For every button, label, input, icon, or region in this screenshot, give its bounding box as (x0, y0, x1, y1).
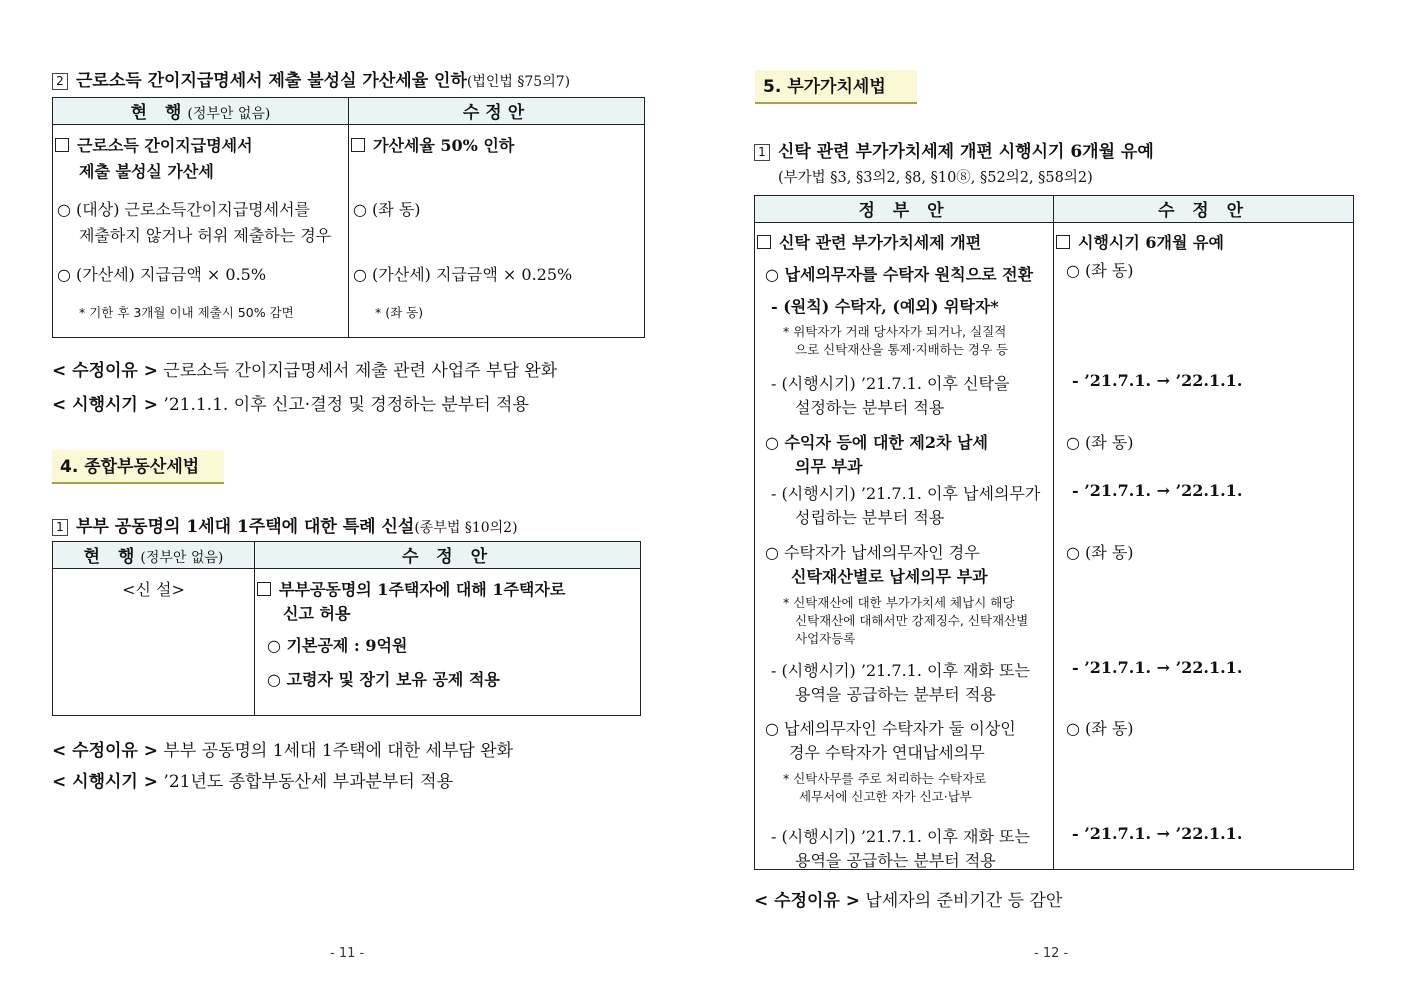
header-government: 정 부 안 (755, 196, 1054, 223)
law-reference: (종부법 §10의2) (414, 520, 518, 536)
page-number: - 11 - (330, 946, 365, 961)
vat-table (754, 195, 1354, 870)
item1-title: 1 부부 공동명의 1세대 1주택에 대한 특례 신설(종부법 §10의2) (52, 512, 518, 537)
section-heading: 5. 부가가치세법 (755, 70, 917, 104)
checkbox-square-icon (55, 138, 69, 152)
reason-note: < 수정이유 > 부부 공동명의 1세대 1주택에 대한 세부담 완화 (52, 741, 514, 761)
government-cell: 신탁 관련 부가가치세제 개편 ○ 납세의무자를 수탁자 원칙으로 전환 - (원칙) 수탁자, (예외) 위탁자* * 위탁자가 거래 당사자가 되거나, 실질적 으로 신탁재산을 통제·지배하는 경우 등 - (시행시기) ’21.7.1. 이후 신탁을 설정하는 분부터 적용 ○ 수익자 등에 대한 제2차 납세 의무 부과 - (시행시기) ’21.7.1. 이후 납세의무가 성립하는 분부터 적용 ○ 수탁자가 납세의무자인 경우 신탁재산별로 납세의무 부과 * 신탁재산에 대한 부가가치세 체납시 해당 신탁재산에 대해서만 강제징수, 신탁재산별 사업자등록 - (시행시기) ’21.7.1. 이후 재화 또는 용역을 공급하는 분부터 적용 ○ 납세의무자인 수탁자가 둘 이상인 경우 수탁자가 연대납세의무 * 신탁사무를 주로 처리하는 수탁자로 세무서에 신고한 자가 신고·납부 - (시행시기) ’21.7.1. 이후 재화 또는 용역을 공급하는 분부터 적용 (755, 223, 1054, 870)
proposed-cell: 부부공동명의 1주택자에 대해 1주택자로 신고 허용 ○ 기본공제 : 9억원 ○ 고령자 및 장기 보유 공제 적용 (255, 569, 641, 716)
proposed-cell: 시행시기 6개월 유예 ○ (좌 동) - ’21.7.1. → ’22.1.1. ○ (좌 동) - ’21.7.1. → ’22.1.1. ○ (좌 동) - ’21.7.1. → ’22.1.1. ○ (좌 동) - ’21.7.1. → ’22.1.1. (1054, 223, 1354, 870)
page-number: - 12 - (1034, 946, 1069, 961)
checkbox-square-icon (1056, 235, 1070, 249)
current-cell: <신 설> (53, 569, 255, 716)
proposed-cell: 가산세율 50% 인하 ○ (좌 동) ○ (가산세) 지급금액 × 0.25% * (좌 동) (349, 125, 645, 338)
item-number-box: 1 (754, 144, 770, 161)
effective-note: < 시행시기 > ’21.1.1. 이후 신고·결정 및 경정하는 분부터 적용 (52, 395, 529, 415)
header-current: 현 행(정부안 없음) (53, 542, 255, 569)
header-proposed: 수 정 안 (255, 542, 641, 569)
item-number-box: 1 (52, 519, 68, 536)
law-reference: (부가법 §3, §3의2, §8, §10⑧, §52의2, §58의2) (778, 170, 1093, 186)
item1-title: 1 신탁 관련 부가가치세제 개편 시행시기 6개월 유예 (754, 137, 1154, 162)
checkbox-square-icon (257, 582, 271, 596)
item2-table (52, 97, 645, 338)
header-proposed: 수정안 (349, 98, 645, 125)
current-cell: 근로소득 간이지급명세서 제출 불성실 가산세 ○ (대상) 근로소득간이지급명세서를 제출하지 않거나 허위 제출하는 경우 ○ (가산세) 지급금액 × 0.5% * 기한 후 3개월 이내 제출시 50% 감면 (53, 125, 349, 338)
effective-note: < 시행시기 > ’21년도 종합부동산세 부과분부터 적용 (52, 772, 453, 792)
header-current: 현 행(정부안 없음) (53, 98, 349, 125)
item-number-box: 2 (52, 73, 68, 90)
reason-note: < 수정이유 > 근로소득 간이지급명세서 제출 관련 사업주 부담 완화 (52, 361, 558, 381)
header-proposed: 수 정 안 (1054, 196, 1354, 223)
section-heading: 4. 종합부동산세법 (52, 450, 224, 484)
checkbox-square-icon (351, 138, 365, 152)
law-reference: (법인법 §75의7) (466, 74, 571, 90)
checkbox-square-icon (757, 235, 771, 249)
item1-table (52, 541, 641, 716)
reason-note: < 수정이유 > 납세자의 준비기간 등 감안 (754, 891, 1063, 911)
item2-title: 2 근로소득 간이지급명세서 제출 불성실 가산세율 인하(법인법 §75의7) (52, 66, 570, 91)
